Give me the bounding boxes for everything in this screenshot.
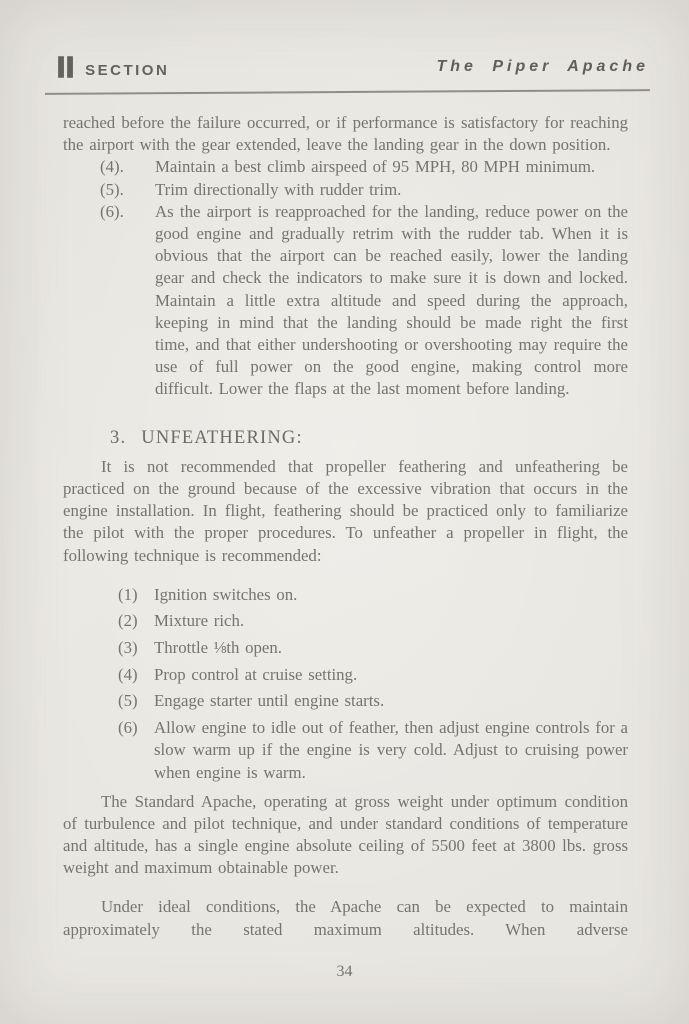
list-item	[63, 584, 628, 606]
page-number: 34	[336, 963, 353, 980]
item-number: (6)	[118, 718, 138, 738]
paragraph-unfeathering-intro: It is not recommended that propeller feathering and unfeathering be practiced on the ground because of the excessive vibration that occurs in the engine installation. In flight, feathering should be practiced only to familiarize the pilot with the proper procedures. To unfeather a propeller in flight, the following technique is recommended:	[63, 456, 628, 565]
paragraph-standard-apache: The Standard Apache, operating at gross weight under optimum condition of turbulence and pilot technique, and under standard conditions of temperature and altitude, has a single engine absolute ceiling of 5500 feet at 3800 lbs. gross weight and maximum obtainable power.	[63, 791, 628, 878]
continuation-paragraph: reached before the failure occurred, or if performance is satisfactory for reaching the airport with the gear extended, leave the landing gear in the down position.	[63, 113, 628, 155]
list-item	[63, 664, 628, 686]
item-text: Prop control at cruise setting.	[154, 664, 358, 684]
header-rule	[45, 89, 650, 95]
list-item	[63, 690, 628, 712]
heading-number: 3.	[110, 427, 127, 448]
list-item	[63, 179, 628, 201]
section-heading	[110, 427, 628, 449]
item-number: (4)	[118, 664, 138, 684]
list-item	[63, 717, 628, 784]
page-header	[57, 52, 649, 90]
list-item	[63, 156, 628, 178]
item-number: (4).	[100, 157, 124, 177]
item-number: (3)	[118, 638, 138, 658]
procedure-list-inner	[63, 584, 628, 784]
item-text: Trim directionally with rudder trim.	[155, 179, 402, 199]
section-roman-numeral: II	[57, 52, 76, 84]
item-text: Allow engine to idle out of feather, then adjust engine controls for a slow warm up if the engine is very cold. Adjust to cruising power when engine is warm.	[154, 718, 628, 782]
item-text: Throttle ⅛th open.	[154, 638, 282, 658]
item-text: As the airport is reapproached for the landing, reduce power on the good engine and gradually retrim with the rudder tab. When it is obvious that the airport can be reached easily, lower the landing gear and check the indicators to make sure it is down and locked. Maintain a little extra altitude and speed during the approach, keeping in mind that the landing should be made right the first time, and that either undershooting or overshooting may require the use of full power on the good engine, making control more difficult. Lower the flaps at the last moment before landing.	[155, 201, 628, 399]
item-number: (5)	[118, 691, 138, 711]
paragraph-ideal-conditions: Under ideal conditions, the Apache can be expected to maintain approximately the stated maximum altitudes. When adverse	[63, 897, 628, 939]
item-text: Maintain a best climb airspeed of 95 MPH, 80 MPH minimum.	[155, 157, 596, 177]
section-header	[57, 52, 170, 84]
item-number: (2)	[118, 611, 138, 631]
item-number: (1)	[118, 584, 138, 604]
procedure-list-outer	[63, 156, 628, 400]
list-item	[63, 637, 628, 659]
heading-label: UNFEATHERING:	[141, 427, 303, 448]
item-text: Ignition switches on.	[154, 584, 298, 604]
page-body	[63, 112, 628, 958]
item-number: (5).	[100, 179, 124, 199]
book-title: The Piper Apache	[436, 58, 649, 75]
item-number: (6).	[100, 201, 124, 221]
item-text: Engage starter until engine starts.	[154, 691, 385, 711]
section-label: SECTION	[85, 62, 170, 79]
item-text: Mixture rich.	[154, 611, 245, 631]
list-item	[63, 610, 628, 632]
list-item	[63, 201, 628, 401]
